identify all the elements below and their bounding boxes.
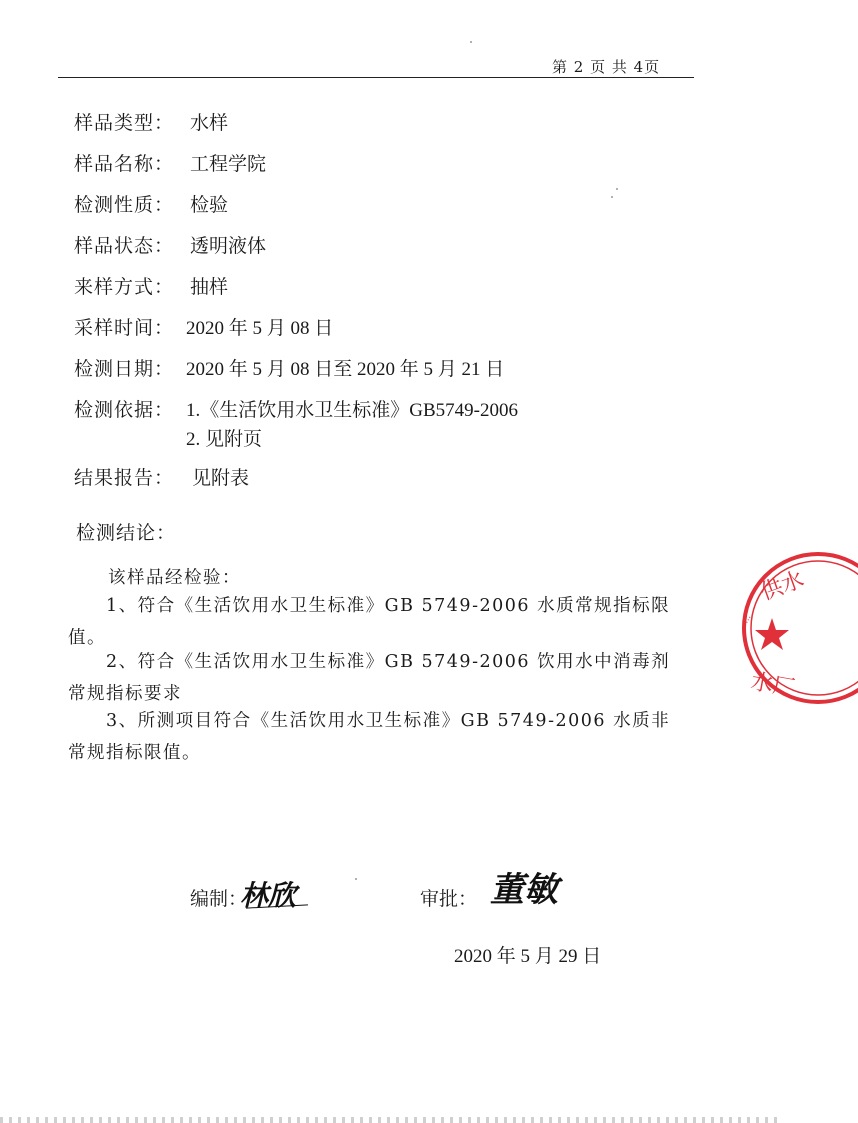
field-label-result-report: 结果报告： (74, 467, 175, 489)
field-label-sample-state: 样品状态： (74, 235, 175, 257)
seal-star-icon (755, 618, 789, 650)
conclusion-intro: 该样品经检验： (108, 568, 241, 588)
scan-speck (470, 41, 472, 43)
conclusion-title: 检测结论： (76, 522, 177, 544)
field-label-sampling-time: 采样时间： (74, 317, 175, 339)
field-value-sample-type: 水样 (190, 112, 229, 134)
conclusion-item-2: 2、符合《生活饮用水卫生标准》GB 5749-2006 饮用水中消毒剂常规指标要求 (68, 652, 671, 704)
page-number: 第 2 页 共 4页 (552, 58, 661, 76)
sign-date: 2020 年 5 月 29 日 (454, 946, 602, 967)
field-value-sample-state: 透明液体 (190, 235, 267, 257)
svg-text:·····: ····· (739, 614, 756, 632)
conclusion-item-1: 1、符合《生活饮用水卫生标准》GB 5749-2006 水质常规指标限值。 (68, 596, 671, 648)
seal-stamp (738, 548, 858, 708)
compiler-label: 编制： (190, 888, 248, 910)
field-value-inspection-basis-2: 2. 见附页 (186, 429, 263, 450)
field-value-sampling-method: 抽样 (190, 276, 229, 298)
field-value-sampling-time: 2020 年 5 月 08 日 (186, 318, 334, 339)
field-value-inspection-date: 2020 年 5 月 08 日至 2020 年 5 月 21 日 (186, 359, 505, 380)
conclusion-item-3: 3、所测项目符合《生活饮用水卫生标准》GB 5749-2006 水质非常规指标限值。 (68, 711, 671, 763)
approver-signature: 董敏 (490, 870, 558, 910)
scan-speck (355, 878, 357, 880)
field-label-sample-name: 样品名称： (74, 153, 175, 175)
field-value-result-report: 见附表 (192, 467, 250, 489)
field-label-sampling-method: 来样方式： (74, 276, 175, 298)
scan-speck (616, 188, 618, 190)
field-value-inspection-nature: 检验 (190, 194, 229, 216)
field-label-inspection-nature: 检测性质： (74, 194, 175, 216)
approver-label: 审批： (420, 888, 478, 910)
header-rule (58, 77, 694, 78)
field-value-inspection-basis-1: 1.《生活饮用水卫生标准》GB5749-2006 (186, 400, 518, 421)
field-value-sample-name: 工程学院 (190, 153, 267, 175)
seal-text-top: 供水 (757, 567, 808, 606)
field-label-inspection-date: 检测日期： (74, 358, 175, 380)
scan-edge (0, 1117, 778, 1123)
field-label-sample-type: 样品类型： (74, 112, 175, 134)
compiler-signature: 林欣 (240, 879, 297, 912)
field-label-inspection-basis: 检测依据： (74, 399, 175, 421)
scan-speck (611, 196, 613, 198)
seal-text-bottom: 水厂 (748, 669, 797, 702)
